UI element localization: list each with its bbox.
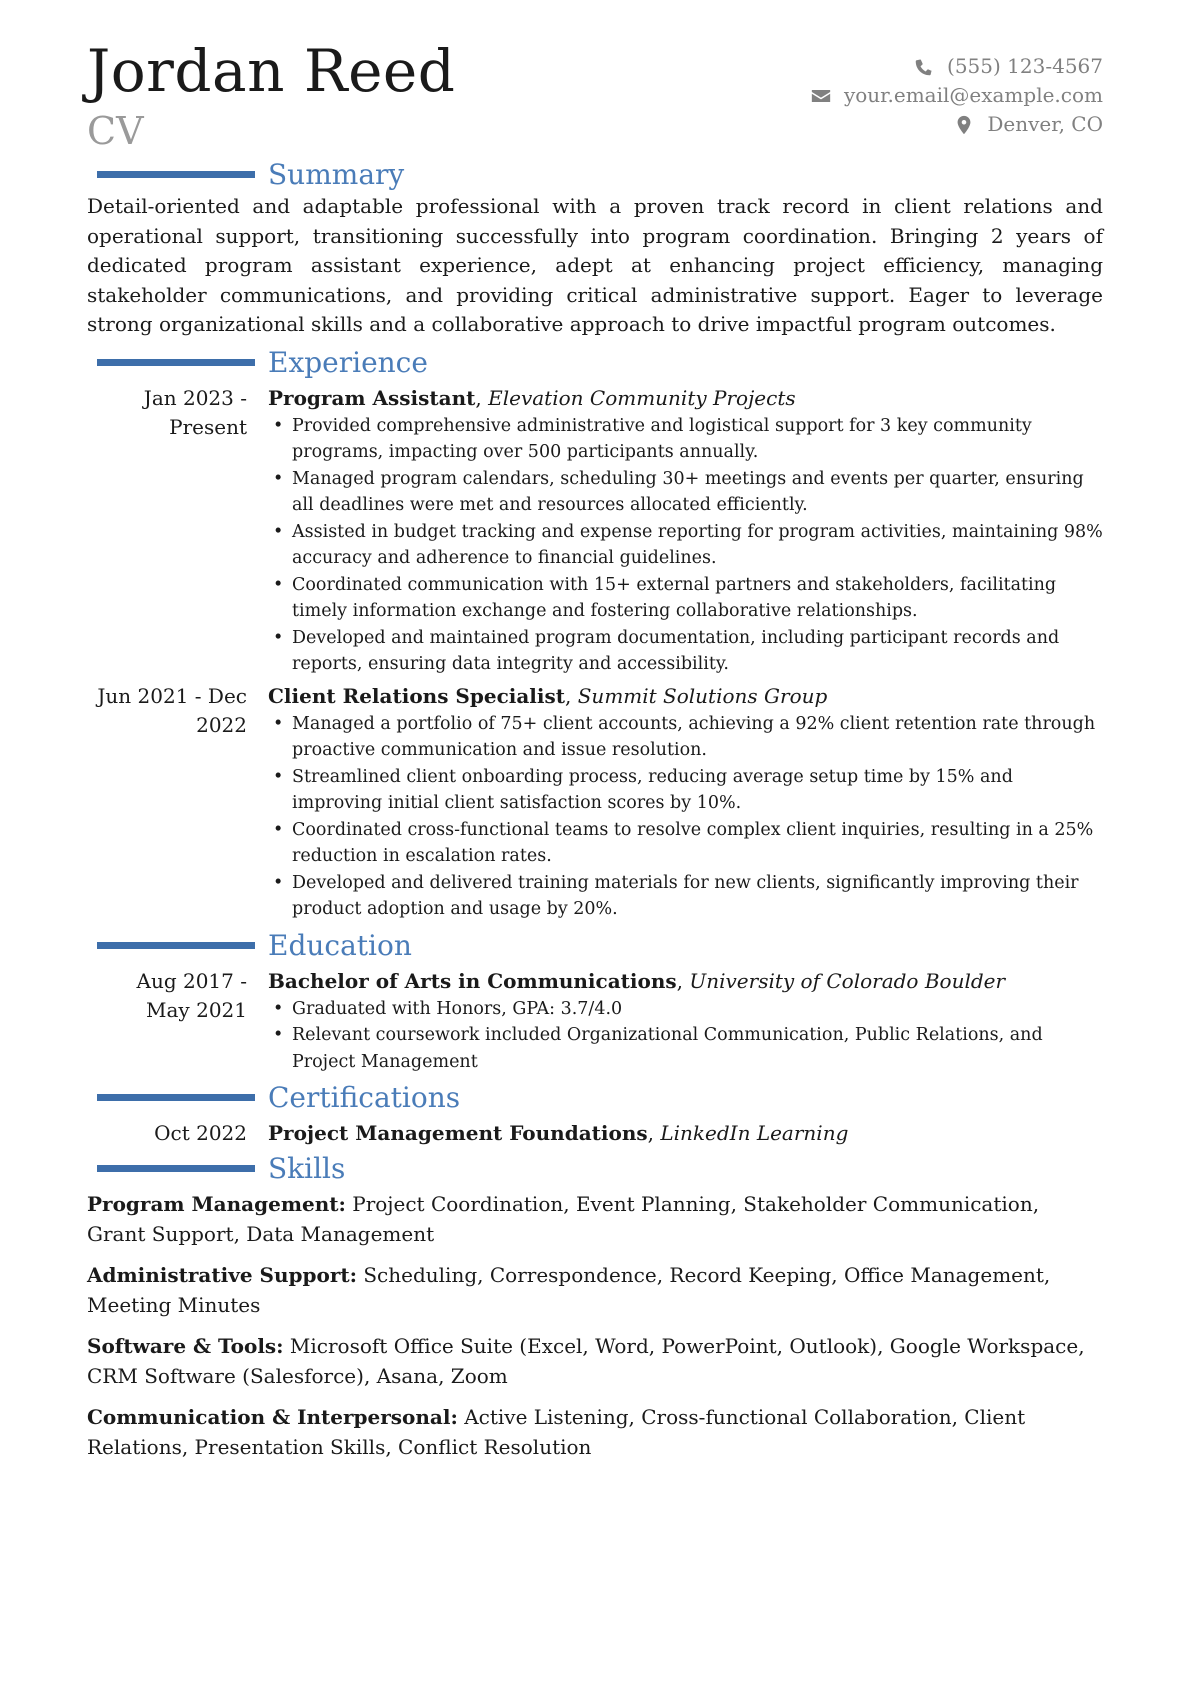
map-marker-icon (953, 114, 975, 136)
bullet-item: • Graduated with Honors, GPA: 3.7/4.0 (268, 996, 1103, 1023)
summary-text: Detail-oriented and adaptable professional with a proven track record in client relations and operational support, transitioning successfully into program coordination. Bringing 2 years of dedicated program assistant experience, adept at enhancing project efficiency, managing stakeholder communications, and providing critical administrative support. Eager to leverage strong organizational skills and a collaborative approach to drive impactful program outcomes. (87, 194, 1103, 336)
bullet-item: • Managed program calendars, scheduling 30+ meetings and events per quarter, ensuring all deadlines were met and resources allocated efficiently. (268, 466, 1103, 519)
bullet-item: • Coordinated cross-functional teams to resolve complex client inquiries, resulting in a 25% reduction in escalation rates. (268, 817, 1103, 870)
entry-date: Aug 2017 - May 2021 (136, 968, 247, 1022)
contact-phone[interactable] (810, 52, 1103, 81)
section-heading-skills (87, 1152, 1103, 1188)
entry-organization: Elevation Community Projects (488, 385, 796, 410)
entry-organization: Summit Solutions Group (577, 683, 828, 708)
experience-entry (87, 384, 1103, 678)
entry-body (268, 682, 1103, 923)
section-title: Experience (268, 345, 428, 379)
skill-category: Communication & Interpersonal: (87, 1405, 458, 1429)
skill-items: Microsoft Office Suite (Excel, Word, PowerPoint, Outlook), Google Workspace, CRM Software (Salesforce), Asana, Zoom (87, 1334, 1085, 1388)
skill-items: Active Listening, Cross-functional Collaboration, Client Relations, Presentation Skills, Conflict Resolution (87, 1405, 1026, 1459)
bullet-item: • Relevant coursework included Organizational Communication, Public Relations, and Project Management (268, 1022, 1103, 1075)
phone-text: (555) 123-4567 (947, 54, 1103, 78)
section-accent-bar (97, 1094, 255, 1101)
location-text: Denver, CO (987, 112, 1103, 136)
entry-title: Project Management Foundations, LinkedIn Learning (268, 1121, 849, 1145)
certification-name: Project Management Foundations (268, 1121, 648, 1145)
section-accent-bar (97, 359, 255, 366)
contact-location (810, 110, 1103, 139)
section-accent-bar (97, 1165, 255, 1172)
skill-row (87, 1332, 1103, 1391)
entry-title: Bachelor of Arts in Communications, University of Colorado Boulder (268, 968, 1006, 993)
section-accent-bar (97, 942, 255, 949)
contact-email[interactable] (810, 81, 1103, 110)
envelope-icon (810, 85, 832, 107)
bullet-item: • Developed and delivered training materials for new clients, significantly improving their product adoption and usage by 20%. (268, 870, 1103, 923)
person-name: Jordan Reed (87, 37, 456, 105)
bullet-item: • Managed a portfolio of 75+ client accounts, achieving a 92% client retention rate through proactive communication and issue resolution. (268, 711, 1103, 764)
entry-role: Program Assistant (268, 385, 476, 410)
bullet-item: • Assisted in budget tracking and expense reporting for program activities, maintaining 98% accuracy and adherence to financial guidelines. (268, 519, 1103, 572)
skill-row (87, 1403, 1103, 1462)
skill-items: Scheduling, Correspondence, Record Keeping, Office Management, Meeting Minutes (87, 1263, 1051, 1317)
certification-entry (87, 1119, 1103, 1148)
section-heading-certifications (87, 1081, 1103, 1117)
entry-institution: University of Colorado Boulder (689, 968, 1006, 993)
entry-title: Client Relations Specialist, Summit Solutions Group (268, 683, 828, 708)
section-heading-summary (87, 158, 1103, 194)
skill-items: Project Coordination, Event Planning, Stakeholder Communication, Grant Support, Data Management (87, 1192, 1040, 1246)
bullet-list (268, 413, 1103, 678)
contact-block (810, 52, 1103, 139)
section-heading-experience (87, 346, 1103, 382)
skill-category: Administrative Support: (87, 1263, 357, 1287)
bullet-item: • Provided comprehensive administrative and logistical support for 3 key community programs, impacting over 500 participants annually. (268, 413, 1103, 466)
entry-date: Jun 2021 - Dec 2022 (97, 683, 247, 737)
section-title: Skills (268, 1152, 346, 1185)
education-entry (87, 967, 1103, 1076)
section-accent-bar (97, 171, 255, 178)
skill-row (87, 1190, 1103, 1249)
entry-date: Oct 2022 (154, 1121, 247, 1145)
document-label: CV (87, 109, 144, 153)
skill-row (87, 1261, 1103, 1320)
bullet-list (268, 996, 1103, 1076)
entry-date: Jan 2023 - Present (143, 385, 247, 439)
entry-role: Client Relations Specialist (268, 683, 566, 708)
phone-icon (913, 56, 935, 78)
cv-header (87, 0, 1103, 158)
entry-body (268, 967, 1103, 1076)
entry-body (268, 384, 1103, 678)
experience-entry (87, 682, 1103, 923)
section-title: Summary (268, 158, 405, 191)
section-title: Education (268, 928, 412, 962)
email-text: your.email@example.com (843, 83, 1103, 107)
bullet-item: • Coordinated communication with 15+ external partners and stakeholders, facilitating timely information exchange and fostering collaborative relationships. (268, 572, 1103, 625)
entry-body (268, 1119, 1103, 1148)
skills-list (87, 1190, 1103, 1462)
bullet-list (268, 711, 1103, 923)
bullet-item: • Developed and maintained program documentation, including participant records and reports, ensuring data integrity and accessibility. (268, 625, 1103, 678)
entry-degree: Bachelor of Arts in Communications (268, 968, 677, 993)
skill-category: Software & Tools: (87, 1334, 284, 1358)
skill-category: Program Management: (87, 1192, 346, 1216)
certification-issuer: LinkedIn Learning (660, 1121, 849, 1145)
bullet-item: • Streamlined client onboarding process, reducing average setup time by 15% and improving initial client satisfaction scores by 10%. (268, 764, 1103, 817)
section-heading-education (87, 929, 1103, 965)
section-title: Certifications (268, 1081, 461, 1114)
entry-title: Program Assistant, Elevation Community Projects (268, 385, 796, 410)
